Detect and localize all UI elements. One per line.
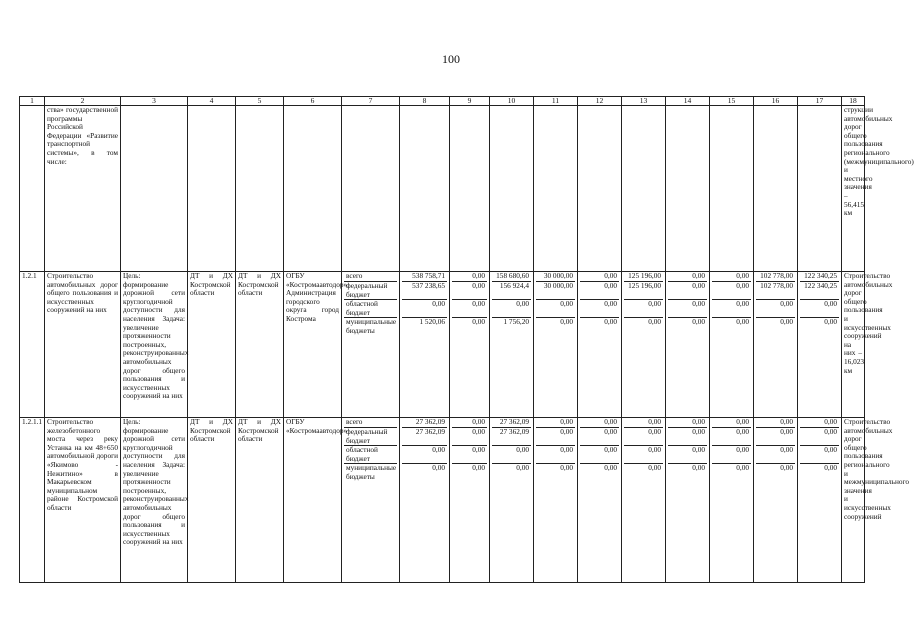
value-cell: 538 758,71 [402,272,447,282]
value-cell: 0,00 [580,282,619,300]
value-cell: 0,00 [516,463,529,472]
header-cell: 3 [121,97,188,106]
header-cell: 11 [534,97,578,106]
value-cell: 102 778,00 [756,282,795,300]
funding-values [400,418,450,583]
value-cell: 0,00 [756,446,795,464]
funding-values [400,272,450,418]
header-cell: 16 [754,97,798,106]
value-cell: 0,00 [472,317,485,326]
value-cell: 537 238,65 [402,282,447,300]
goal-task: Цель: формирование дорожной сети круглогодичной доступности для населения Задача: увеличение протяженности построенных, реконструированных автомобильных дорог общего пользования и искусственных сооружений на них [121,418,188,583]
item-number: 1.2.1.1 [20,418,45,583]
value-cell: 0,00 [452,428,487,446]
funding-values [754,272,798,418]
funding-values [534,418,578,583]
funding-types [342,418,400,583]
value-cell: 0,00 [580,418,619,428]
item-number: 1.2.1 [20,272,45,418]
value-cell: 0,00 [648,463,661,472]
responsible: ДТ и ДХ Костромской области [236,272,284,418]
value-cell: 30 000,00 [536,282,575,300]
result-indicator: Строительство автомобильных дорог общего пользования регионального и межмуниципального значения и искусственных сооружений [842,418,865,583]
value-cell: 0,00 [452,282,487,300]
funding-type: муниципальные бюджеты [346,317,397,335]
header-cell: 10 [490,97,534,106]
goal-task: Цель: формирование дорожной сети круглогодичной доступности для населения Задача: увеличение протяженности построенных, реконструированных автомобильных дорог общего пользования и искусственных сооружений на них [121,272,188,418]
value-cell: 1 756,20 [503,317,529,326]
value-cell: 0,00 [604,463,617,472]
value-cell: 0,00 [492,300,531,318]
header-cell: 2 [45,97,121,106]
value-cell: 27 362,09 [492,418,531,428]
value-cell: 0,00 [668,446,707,464]
value-cell: 0,00 [402,446,447,464]
executor: ОГБУ «Костромаавтодор» [284,418,342,583]
value-cell: 0,00 [580,300,619,318]
value-cell: 0,00 [712,282,751,300]
header-cell: 17 [798,97,842,106]
result-indicator: Строительство автомобильных дорог общего пользования и искусственных сооружений на них – 16,023 км [842,272,865,418]
value-cell: 0,00 [736,463,749,472]
value-cell: 0,00 [452,418,487,428]
measure-name: ства» государственной программы Российской Федерации «Развитие транспортной системы», в том числе: [45,106,121,272]
value-cell: 0,00 [452,272,487,282]
value-cell: 0,00 [756,300,795,318]
value-cell: 0,00 [604,317,617,326]
value-cell: 122 340,25 [800,272,839,282]
value-cell: 0,00 [402,300,447,318]
value-cell: 0,00 [624,428,663,446]
value-cell: 0,00 [668,418,707,428]
value-cell: 0,00 [756,428,795,446]
value-cell: 0,00 [580,272,619,282]
value-cell: 0,00 [580,446,619,464]
value-cell: 0,00 [472,463,485,472]
funding-values [450,272,490,418]
value-cell: 0,00 [712,428,751,446]
header-cell: 18 [842,97,865,106]
value-cell: 0,00 [560,317,573,326]
funding-types [342,272,400,418]
funding-values [622,418,666,583]
value-cell: 0,00 [492,446,531,464]
header-cell: 6 [284,97,342,106]
table-row [20,272,865,418]
header-cell: 15 [710,97,754,106]
result-indicator: струкции автомобильных дорог общего пользования регионального (межмуниципального) и местного значения – 56,415 км [842,106,865,272]
funding-values [710,418,754,583]
page-number: 100 [442,52,460,66]
funding-type: всего [344,272,397,282]
table-row [20,418,865,583]
measure-name: Строительство железобетонного моста через реку Устанка на км 48+650 автомобильной дороги «Якимово - Нежитино» в Макарьевском муниципальном районе Костромской области [45,418,121,583]
value-cell: 0,00 [668,428,707,446]
funding-values [578,418,622,583]
value-cell: 0,00 [800,428,839,446]
header-row [20,97,865,106]
value-cell: 125 196,00 [624,282,663,300]
header-cell: 14 [666,97,710,106]
value-cell: 30 000,00 [536,272,575,282]
value-cell: 1 520,06 [419,317,445,326]
value-cell: 0,00 [624,300,663,318]
value-cell: 0,00 [560,463,573,472]
funding-values [490,272,534,418]
value-cell: 156 924,4 [492,282,531,300]
funding-type: федеральный бюджет [344,428,397,446]
funding-values [578,272,622,418]
value-cell: 0,00 [536,300,575,318]
value-cell: 102 778,00 [756,272,795,282]
header-cell: 7 [342,97,400,106]
header-cell: 8 [400,97,450,106]
value-cell: 0,00 [536,418,575,428]
value-cell: 125 196,00 [624,272,663,282]
value-cell: 27 362,09 [492,428,531,446]
value-cell: 0,00 [432,463,445,472]
value-cell: 0,00 [800,446,839,464]
value-cell: 0,00 [668,300,707,318]
value-cell: 0,00 [452,300,487,318]
value-cell: 0,00 [624,418,663,428]
value-cell: 0,00 [756,418,795,428]
value-cell: 0,00 [692,317,705,326]
value-cell: 0,00 [668,282,707,300]
value-cell: 0,00 [452,446,487,464]
value-cell: 0,00 [712,418,751,428]
funding-type: областной бюджет [344,300,397,318]
table-row [20,106,865,272]
value-cell: 0,00 [712,272,751,282]
value-cell: 0,00 [648,317,661,326]
value-cell: 0,00 [780,463,793,472]
funding-type: областной бюджет [344,446,397,464]
value-cell: 0,00 [692,463,705,472]
value-cell: 158 680,60 [492,272,531,282]
funding-values [666,272,710,418]
value-cell: 0,00 [712,300,751,318]
value-cell: 122 340,25 [800,282,839,300]
value-cell: 0,00 [800,300,839,318]
value-cell: 27 362,09 [402,428,447,446]
value-cell: 0,00 [668,272,707,282]
header-cell: 12 [578,97,622,106]
funding-values [490,418,534,583]
funding-type: федеральный бюджет [344,282,397,300]
measure-name: Строительство автомобильных дорог общего пользования и искусственных сооружений на них [45,272,121,418]
header-cell: 9 [450,97,490,106]
funding-values [754,418,798,583]
value-cell: 0,00 [736,317,749,326]
funding-values [798,418,842,583]
funding-type: всего [344,418,397,428]
coordinator: ДТ и ДХ Костромской области [188,418,236,583]
funding-values [450,418,490,583]
funding-values [710,272,754,418]
funding-values [666,418,710,583]
funding-values [798,272,842,418]
executor: ОГБУ «Костромаавтодор», Администрация городского округа город Кострома [284,272,342,418]
value-cell: 0,00 [824,463,837,472]
program-table [19,96,914,583]
value-cell: 0,00 [712,446,751,464]
value-cell: 27 362,09 [402,418,447,428]
header-cell: 4 [188,97,236,106]
value-cell: 0,00 [536,428,575,446]
header-cell: 1 [20,97,45,106]
value-cell: 0,00 [800,418,839,428]
coordinator: ДТ и ДХ Костромской области [188,272,236,418]
funding-values [622,272,666,418]
funding-values [534,272,578,418]
value-cell: 0,00 [780,317,793,326]
header-cell: 5 [236,97,284,106]
responsible: ДТ и ДХ Костромской области [236,418,284,583]
funding-type: муниципальные бюджеты [346,463,397,481]
value-cell: 0,00 [580,428,619,446]
value-cell: 0,00 [824,317,837,326]
value-cell: 0,00 [624,446,663,464]
value-cell: 0,00 [536,446,575,464]
header-cell: 13 [622,97,666,106]
